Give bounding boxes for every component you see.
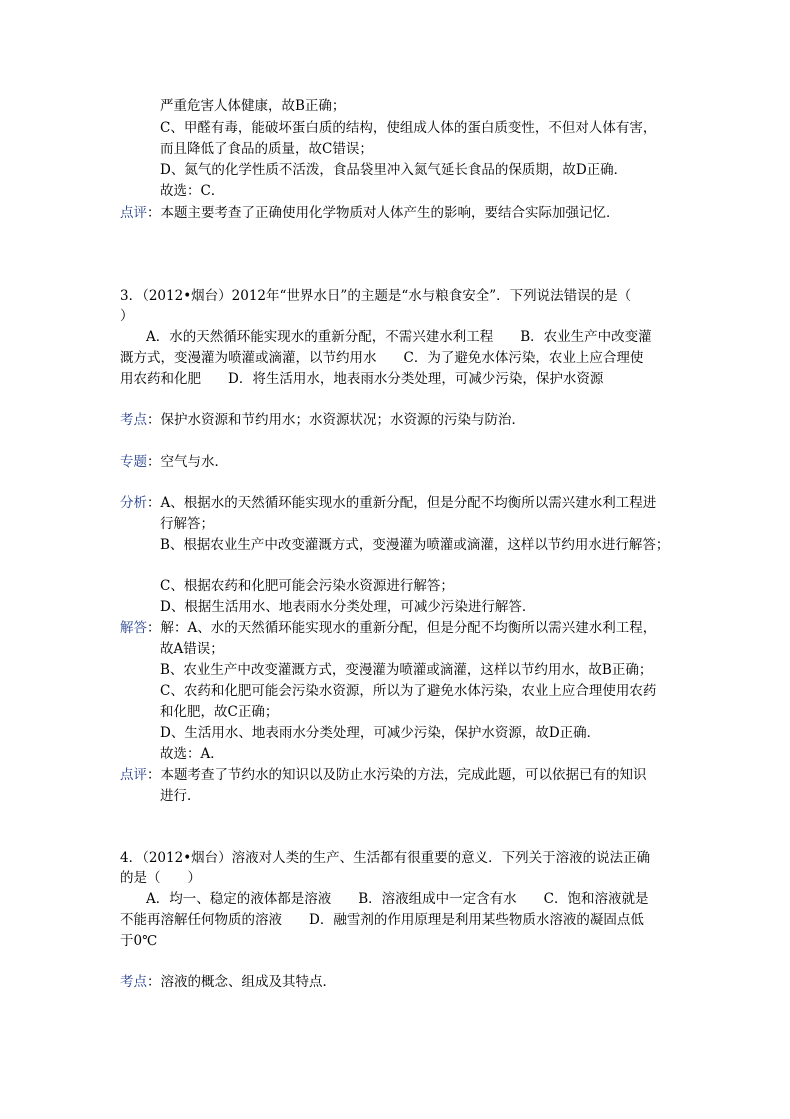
kaodian-label: 考点 xyxy=(120,974,147,990)
review-label: 点评 xyxy=(120,767,147,783)
fenxi-label: 分析 xyxy=(120,495,147,511)
question-stem: 4．（2012•烟台）溶液对人类的生产、生活都有很重要的意义．下列关于溶液的说法正确 xyxy=(120,850,651,866)
zhuanti-line xyxy=(120,452,228,472)
question-options: A．均一、稳定的液体都是溶液 B．溶液组成中一定含有水 C．饱和溶液就是 xyxy=(146,891,649,907)
answer-line: D、氮气的化学性质不活泼，食品袋里冲入氮气延长食品的保质期，故D正确． xyxy=(160,162,628,178)
fenxi-text: ：A、根据水的天然循环能实现水的重新分配，但是分配不均衡所以需兴建水利工程进 xyxy=(147,495,657,511)
question-options: 溉方式，变漫灌为喷灌或滴灌，以节约用水 C．为了避免水体污染，农业上应合理使 xyxy=(120,350,644,366)
kaodian-line xyxy=(120,972,336,992)
jieda-text: 故选：A． xyxy=(160,746,224,762)
review-line xyxy=(120,765,647,785)
jieda-text: 故A错误； xyxy=(160,641,224,657)
fenxi-text: 行解答； xyxy=(160,516,214,532)
kaodian-line xyxy=(120,410,525,430)
kaodian-label: 考点 xyxy=(120,412,147,428)
question-stem: 的是（ ） xyxy=(120,870,201,886)
question-options: 不能再溶解任何物质的溶液 D．融雪剂的作用原理是利用某些物质水溶液的凝固点低 xyxy=(120,912,644,928)
fenxi-text: D、根据生活用水、地表雨水分类处理，可减少污染进行解答． xyxy=(160,599,536,615)
question-options: 用农药和化肥 D．将生活用水，地表雨水分类处理，可减少污染，保护水资源 xyxy=(120,371,604,387)
jieda-line xyxy=(120,618,656,638)
fenxi-line xyxy=(120,493,656,513)
question-stem: 3．（2012•烟台）2012年“世界水日”的主题是“水与粮食安全”．下列说法错误的是（ xyxy=(120,288,632,304)
answer-line: C、甲醛有毒，能破坏蛋白质的结构，使组成人体的蛋白质变性，不但对人体有害， xyxy=(160,120,657,136)
fenxi-text: B、根据农业生产中改变灌溉方式，变漫灌为喷灌或滴灌，这样以节约用水进行解答； xyxy=(160,537,670,553)
kaodian-text: ：溶液的概念、组成及其特点． xyxy=(147,974,336,990)
zhuanti-text: ：空气与水． xyxy=(147,454,228,470)
review-text: ：本题考查了节约水的知识以及防止水污染的方法，完成此题，可以依据已有的知识 xyxy=(147,767,647,783)
jieda-text: B、农业生产中改变灌溉方式，变漫灌为喷灌或滴灌，这样以节约用水，故B正确； xyxy=(160,662,653,678)
jieda-text: ：解：A、水的天然循环能实现水的重新分配，但是分配不均衡所以需兴建水利工程， xyxy=(147,620,657,636)
fenxi-text: C、根据农药和化肥可能会污染水资源进行解答； xyxy=(160,578,454,594)
review-line xyxy=(120,203,620,223)
kaodian-text: ：保护水资源和节约用水；水资源状况；水资源的污染与防治． xyxy=(147,412,525,428)
answer-line: 严重危害人体健康，故B正确； xyxy=(160,98,346,114)
question-options: A．水的天然循环能实现水的重新分配，不需兴建水利工程 B．农业生产中改变灌 xyxy=(146,329,652,345)
jieda-text: 和化肥，故C正确； xyxy=(160,704,279,720)
review-text: ：本题主要考查了正确使用化学物质对人体产生的影响，要结合实际加强记忆． xyxy=(147,205,620,221)
review-label: 点评 xyxy=(120,205,147,221)
question-stem: ） xyxy=(120,308,134,324)
jieda-text: C、农药和化肥可能会污染水资源，所以为了避免水体污染，农业上应合理使用农药 xyxy=(160,683,657,699)
answer-line: 而且降低了食品的质量，故C错误； xyxy=(160,141,373,157)
answer-line: 故选：C． xyxy=(160,183,225,199)
jieda-text: D、生活用水、地表雨水分类处理，可减少污染，保护水资源，故D正确． xyxy=(160,725,601,741)
jieda-label: 解答 xyxy=(120,620,147,636)
question-options: 于0℃ xyxy=(120,933,158,949)
review-text: 进行． xyxy=(160,788,201,804)
zhuanti-label: 专题 xyxy=(120,454,147,470)
